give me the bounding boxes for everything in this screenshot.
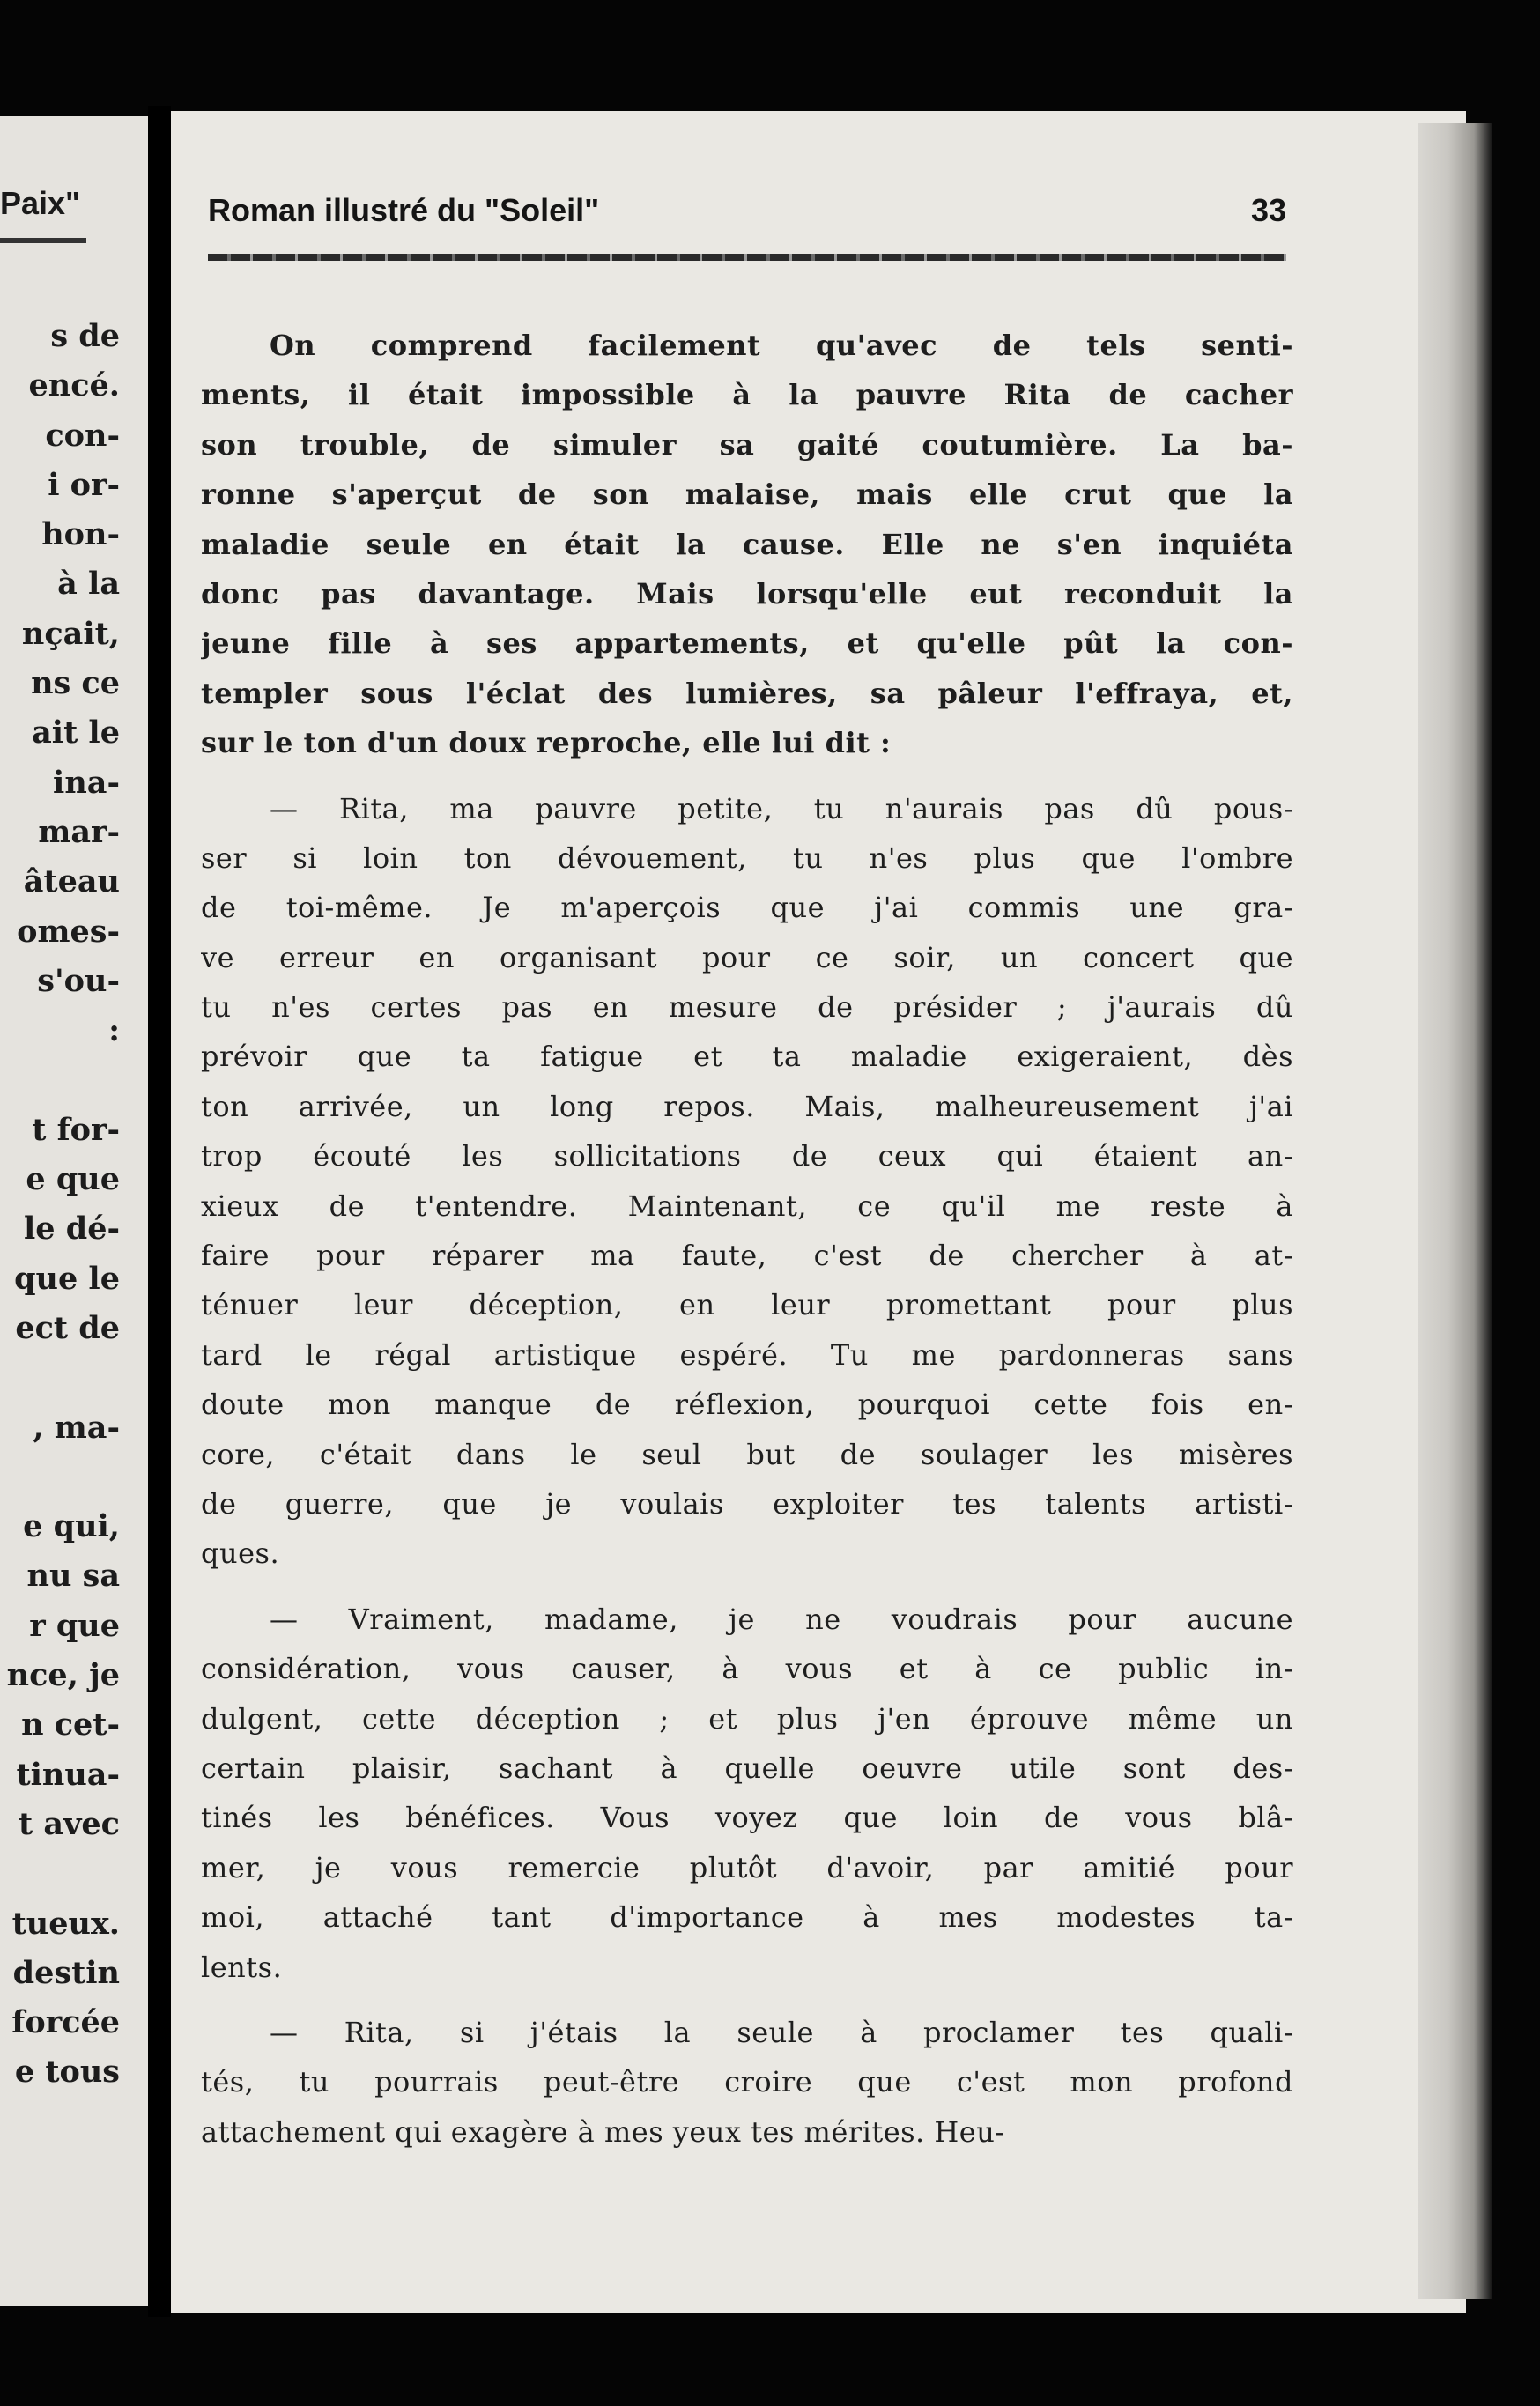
text-line: core, c'était dans le seul but de soulager les misères [201,1437,1293,1471]
previous-page-line [7,1453,120,1502]
text-line: templer sous l'éclat des lumières, sa pâleur l'effraya, et, [201,676,1293,710]
page-edge-shadow [1418,123,1492,2299]
previous-page-line: n cet- [21,1706,120,1743]
previous-page-line: e tous [14,2054,120,2091]
text-line: lents. [201,1950,283,1984]
text-line: tu n'es certes pas en mesure de présider ; j'aurais dû [201,990,1293,1025]
text-line: jeune fille à ses appartements, et qu'elle pût la con- [201,626,1293,661]
text-line: — Vraiment, madame, je ne voudrais pour aucune [270,1602,1293,1636]
previous-page-line: destin [12,1954,120,1991]
previous-page-line: mar- [38,813,120,850]
previous-page-line: que le [14,1260,120,1297]
paragraph-gap [201,768,1293,784]
previous-page-line: ect de [15,1309,120,1346]
text-line: mer, je vous remercie plutôt d'avoir, par amitié pour [201,1850,1293,1884]
previous-page-line: t for- [32,1111,120,1148]
text-line: tard le régal artistique espéré. Tu me pardonneras sans [201,1337,1293,1372]
previous-page-line: , ma- [33,1409,120,1446]
previous-page-line [7,1353,120,1403]
previous-page-line: ina- [53,764,120,801]
paragraph [201,784,1293,1579]
previous-page-text [7,312,120,2098]
previous-page-line: tinua- [16,1756,120,1793]
previous-page-line: à la [57,566,120,603]
previous-page-line: nu sa [26,1558,120,1595]
previous-page-running-head: Paix" [0,185,81,221]
text-line: considération, vous causer, à vous et à ce public in- [201,1652,1293,1686]
head-rule [208,254,1286,261]
text-line: On comprend facilement qu'avec de tels senti- [270,329,1293,362]
previous-page-line: encé. [28,367,120,404]
text-line: son trouble, de simuler sa gaité coutumière. La ba- [201,427,1293,462]
previous-page-line: s'ou- [37,962,120,999]
previous-page-line: : [108,1012,120,1049]
previous-page-head-rule [0,238,86,243]
previous-page-fragment [0,116,148,2306]
paragraph [201,321,1293,768]
text-line: ton arrivée, un long repos. Mais, malheureusement j'ai [201,1089,1293,1123]
previous-page-line: t avec [19,1805,120,1842]
text-line: trop écouté les sollicitations de ceux qui étaient an- [201,1139,1293,1173]
page-body [201,321,1293,2157]
text-line: sur le ton d'un doux reproche, elle lui dit : [201,726,892,760]
text-line: moi, attaché tant d'importance à mes modestes ta- [201,1900,1293,1935]
text-line: doute mon manque de réflexion, pourquoi cette fois en- [201,1388,1293,1422]
paragraph [201,2008,1293,2157]
text-line: ténuer leur déception, en leur promettant pour plus [201,1288,1293,1322]
text-line: faire pour réparer ma faute, c'est de chercher à at- [201,1239,1293,1273]
text-line: certain plaisir, sachant à quelle oeuvre utile sont des- [201,1751,1293,1785]
previous-page-line: le dé- [23,1210,120,1247]
previous-page-line: e qui, [23,1508,120,1545]
page-number: 33 [1250,192,1286,228]
previous-page-line: omes- [17,913,120,950]
text-line: ser si loin ton dévouement, tu n'es plus que l'ombre [201,840,1293,875]
text-line: ve erreur en organisant pour ce soir, un concert que [201,940,1293,974]
previous-page-line: ns ce [31,665,120,702]
previous-page-line [7,1849,120,1899]
text-line: donc pas davantage. Mais lorsqu'elle eut reconduit la [201,576,1293,611]
text-line: dulgent, cette déception ; et plus j'en éprouve même un [201,1701,1293,1736]
text-line: — Rita, ma pauvre petite, tu n'aurais pas dû pous- [270,791,1293,825]
paragraph-gap [201,1579,1293,1595]
running-title: Roman illustré du "Soleil" [208,192,600,228]
previous-page-line: r que [29,1607,120,1644]
text-line: tinés les bénéfices. Vous voyez que loin de vous blâ- [201,1801,1293,1835]
previous-page-line [7,1055,120,1105]
text-line: de toi-même. Je m'aperçois que j'ai commis une gra- [201,891,1293,925]
text-line: prévoir que ta fatigue et ta maladie exigeraient, dès [201,1040,1293,1074]
text-line: de guerre, que je voulais exploiter tes talents artisti- [201,1486,1293,1521]
previous-page-line: ait le [32,714,120,751]
previous-page-line: hon- [41,516,120,553]
running-head [208,192,1286,241]
previous-page-line: con- [45,417,120,454]
previous-page-line: nçait, [21,615,120,652]
paragraph-gap [201,1992,1293,2008]
text-line: tés, tu pourrais peut-être croire que c'est mon profond [201,2065,1293,2099]
previous-page-line: tueux. [11,1905,120,1942]
previous-page-line: nce, je [6,1657,120,1694]
previous-page-line: forcée [11,2004,120,2041]
paragraph [201,1595,1293,1992]
text-line: ments, il était impossible à la pauvre Rita de cacher [201,378,1293,412]
page [171,111,1466,2313]
text-line: attachement qui exagère à mes yeux tes mérites. Heu- [201,2114,1005,2149]
previous-page-line: e que [26,1161,120,1198]
text-line: — Rita, si j'étais la seule à proclamer tes quali- [270,2015,1293,2049]
book-gutter [148,106,171,2317]
previous-page-line: s de [50,318,120,354]
text-line: maladie seule en était la cause. Elle ne s'en inquiéta [201,527,1293,561]
text-line: ques. [201,1536,280,1571]
text-line: ronne s'aperçut de son malaise, mais elle crut que la [201,477,1293,512]
text-line: xieux de t'entendre. Maintenant, ce qu'il me reste à [201,1188,1293,1223]
previous-page-line: i or- [48,466,120,503]
previous-page-line: âteau [23,863,120,900]
